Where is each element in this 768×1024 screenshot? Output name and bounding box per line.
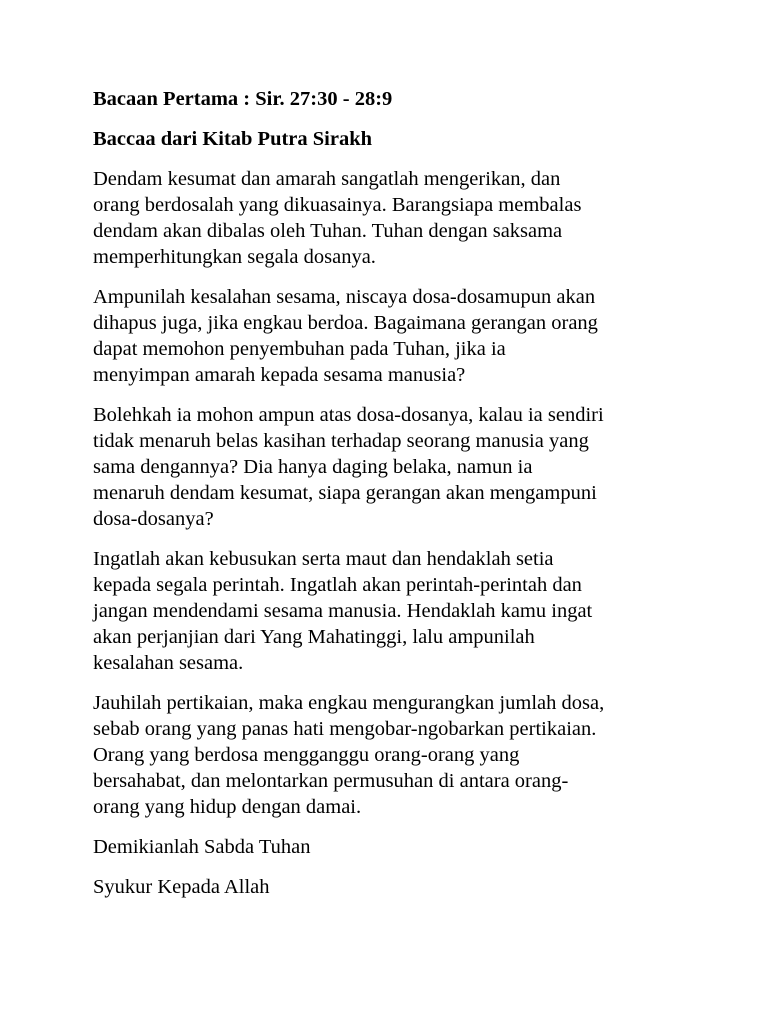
- text-line: sama dengannya? Dia hanya daging belaka, namun ia: [93, 456, 533, 478]
- closing-line: Demikianlah Sabda Tuhan: [93, 836, 311, 858]
- text-line: Ampunilah kesalahan sesama, niscaya dosa-dosamupun akan: [93, 286, 596, 308]
- text-line: Dendam kesumat dan amarah sangatlah mengerikan, dan: [93, 168, 561, 190]
- text-line: Orang yang berdosa mengganggu orang-orang yang: [93, 744, 520, 766]
- book-title: Baccaa dari Kitab Putra Sirakh: [93, 128, 373, 150]
- text-line: jangan mendendami sesama manusia. Hendaklah kamu ingat: [93, 600, 593, 622]
- document-body: [93, 86, 693, 914]
- text-line: tidak menaruh belas kasihan terhadap seorang manusia yang: [93, 430, 589, 452]
- paragraph-3: [93, 402, 693, 532]
- text-line: dendam akan dibalas oleh Tuhan. Tuhan dengan saksama: [93, 220, 563, 242]
- reading-title: Bacaan Pertama : Sir. 27:30 - 28:9: [93, 88, 393, 110]
- text-line: orang berdosalah yang dikuasainya. Barangsiapa membalas: [93, 194, 582, 216]
- text-line: Bolehkah ia mohon ampun atas dosa-dosanya, kalau ia sendiri: [93, 404, 604, 426]
- text-line: dapat memohon penyembuhan pada Tuhan, jika ia: [93, 338, 506, 360]
- text-line: kepada segala perintah. Ingatlah akan perintah-perintah dan: [93, 574, 582, 596]
- text-line: menyimpan amarah kepada sesama manusia?: [93, 364, 466, 386]
- text-line: akan perjanjian dari Yang Mahatinggi, lalu ampunilah: [93, 626, 535, 648]
- text-line: kesalahan sesama.: [93, 652, 244, 674]
- text-line: dihapus juga, jika engkau berdoa. Bagaimana gerangan orang: [93, 312, 598, 334]
- text-line: orang yang hidup dengan damai.: [93, 796, 362, 818]
- response-line: Syukur Kepada Allah: [93, 876, 270, 898]
- text-line: memperhitungkan segala dosanya.: [93, 246, 376, 268]
- paragraph-2: [93, 284, 693, 388]
- text-line: Ingatlah akan kebusukan serta maut dan hendaklah setia: [93, 548, 554, 570]
- paragraph-5: [93, 690, 693, 820]
- text-line: dosa-dosanya?: [93, 508, 214, 530]
- text-line: sebab orang yang panas hati mengobar-ngobarkan pertikaian.: [93, 718, 597, 740]
- paragraph-4: [93, 546, 693, 676]
- text-line: menaruh dendam kesumat, siapa gerangan akan mengampuni: [93, 482, 597, 504]
- text-line: bersahabat, dan melontarkan permusuhan di antara orang-: [93, 770, 569, 792]
- text-line: Jauhilah pertikaian, maka engkau mengurangkan jumlah dosa,: [93, 692, 605, 714]
- paragraph-1: [93, 166, 693, 270]
